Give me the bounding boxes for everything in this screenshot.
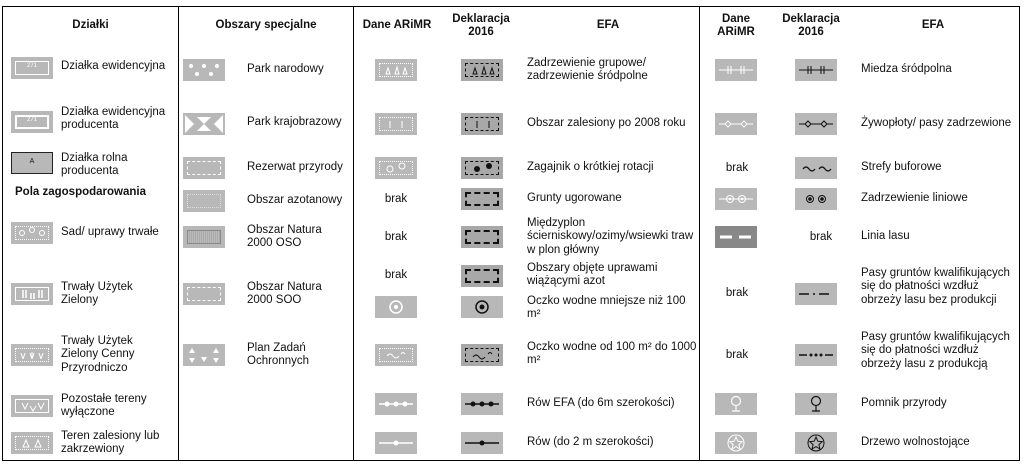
nitrate-area-label: Obszar azotanowy [247, 194, 343, 207]
natura-oso-icon [183, 226, 225, 248]
excluded-area-icon [11, 395, 53, 417]
efa-forest-edge-production-label: Pasy gruntów kwalifikujących się do płatności wzdłuż obrzeży lasu z produkcją [861, 330, 1010, 370]
nature-monument-declaration-icon [795, 393, 837, 415]
natura-soo-label: Obszar Natura 2000 SOO [247, 280, 322, 306]
efa-hedge-label: Żywopłoty/ pasy zadrzewione [861, 117, 1012, 130]
efa-group-trees-label: Zadrzewienie grupowe/ zadrzewienie śródpolne [527, 56, 648, 82]
catch-crop-declaration-icon [461, 226, 503, 248]
producer-parcel-label: Działka ewidencyjna producenta [61, 105, 166, 131]
efa-catch-crop-label: Międzyplon ścierniskowy/ozimy/wsiewki traw w plon główny [527, 216, 694, 256]
small-pond-declaration-icon [461, 296, 503, 318]
header-obszary: Obszary specjalne [215, 19, 317, 31]
brak-text: brak [384, 193, 408, 205]
header-efa-2: EFA [921, 19, 945, 31]
column-divider [353, 7, 354, 460]
header-efa: EFA [596, 19, 620, 31]
fallow-declaration-icon [461, 188, 503, 210]
parcel-icon: 271 [11, 57, 53, 79]
afforested-arimr-icon [375, 113, 417, 135]
natura-soo-icon [183, 283, 225, 305]
valuable-grassland-icon [11, 344, 53, 366]
pond-arimr-icon [375, 344, 417, 366]
efa-fallow-label: Grunty ugorowane [527, 192, 622, 205]
brak-text: brak [384, 269, 408, 281]
efa-buffer-strip-label: Strefy buforowe [861, 161, 942, 174]
efa-ditch-arimr-icon [375, 393, 417, 415]
afforested-declaration-icon [461, 113, 503, 135]
header-dane-arimr-2: Dane ARiMR [717, 13, 755, 38]
producer-parcel-icon: 271 [11, 111, 53, 133]
header-dane-arimr: Dane ARiMR [362, 19, 432, 31]
column-divider [178, 7, 179, 460]
header-deklaracja-2: Deklaracja 2016 [782, 13, 840, 38]
efa-afforested-label: Obszar zalesiony po 2008 roku [527, 117, 686, 130]
orchard-label: Sad/ uprawy trwałe [61, 226, 159, 239]
balk-declaration-icon [795, 59, 837, 81]
group-trees-arimr-icon [375, 59, 417, 81]
brak-text: brak [725, 162, 749, 174]
grassland-icon [11, 283, 53, 305]
efa-linear-trees-label: Zadrzewienie liniowe [861, 192, 968, 205]
ditch-label: Rów (do 2 m szerokości) [527, 436, 654, 449]
linear-trees-arimr-icon [715, 188, 757, 210]
brak-text: brak [809, 231, 833, 243]
balk-arimr-icon [715, 59, 757, 81]
agricultural-parcel-label: Działka rolna producenta [61, 151, 128, 177]
efa-ditch-label: Rów EFA (do 6m szerokości) [527, 397, 675, 410]
efa-forest-line-label: Linia lasu [861, 230, 910, 243]
header-deklaracja: Deklaracja 2016 [452, 13, 510, 38]
short-rotation-arimr-icon [375, 157, 417, 179]
landscape-park-icon [183, 113, 225, 135]
nature-reserve-icon [183, 157, 225, 179]
small-pond-arimr-icon [375, 296, 417, 318]
orchard-icon [11, 222, 53, 244]
efa-pond-label: Oczko wodne od 100 m² do 1000 m² [527, 340, 697, 366]
ditch-arimr-icon [375, 432, 417, 454]
efa-nitrogen-fixing-label: Obszary objęte uprawami wiążącymi azot [527, 261, 658, 287]
linear-trees-declaration-icon [795, 188, 837, 210]
landscape-park-label: Park krajobrazowy [247, 116, 342, 129]
header-dzialki: Działki [72, 19, 109, 31]
column-divider [699, 7, 700, 460]
forest-edge-production-declaration-icon [795, 344, 837, 366]
efa-nature-monument-label: Pomnik przyrody [861, 397, 947, 410]
national-park-icon [183, 59, 225, 81]
efa-forest-edge-no-production-label: Pasy gruntów kwalifikujących się do płatności wzdłuż obrzeży lasu bez produkcji [861, 266, 1010, 306]
forested-area-label: Teren zalesiony lub zakrzewiony [61, 429, 160, 455]
efa-ditch-declaration-icon [461, 393, 503, 415]
protection-plan-label: Plan Zadań Ochronnych [247, 341, 310, 367]
forested-area-icon [11, 432, 53, 454]
natura-oso-label: Obszar Natura 2000 OSO [247, 223, 322, 249]
forest-edge-no-production-declaration-icon [795, 283, 837, 305]
agricultural-parcel-icon: A [11, 152, 53, 174]
protection-plan-icon [183, 344, 225, 366]
pond-declaration-icon [461, 344, 503, 366]
efa-short-rotation-label: Zagajnik o krótkiej rotacji [527, 161, 654, 174]
brak-text: brak [725, 349, 749, 361]
efa-balk-label: Miedza śródpolna [861, 63, 952, 76]
short-rotation-declaration-icon [461, 157, 503, 179]
nature-reserve-label: Rezerwat przyrody [247, 161, 343, 174]
nature-monument-arimr-icon [715, 393, 757, 415]
buffer-strip-declaration-icon [795, 157, 837, 179]
pola-title: Pola zagospodarowania [15, 186, 146, 199]
ditch-declaration-icon [461, 432, 503, 454]
excluded-area-label: Pozostałe tereny wyłączone [61, 392, 147, 418]
efa-small-pond-label: Oczko wodne mniejsze niż 100 m² [527, 294, 686, 320]
legend-table [2, 6, 1020, 461]
forest-line-arimr-icon [715, 226, 757, 248]
national-park-label: Park narodowy [247, 63, 324, 76]
hedge-declaration-icon [795, 113, 837, 135]
nitrogen-fixing-declaration-icon [461, 265, 503, 287]
brak-text: brak [725, 287, 749, 299]
solitary-tree-arimr-icon [715, 432, 757, 454]
nitrate-area-icon [183, 190, 225, 212]
parcel-label: Działka ewidencyjna [61, 60, 166, 73]
solitary-tree-declaration-icon [795, 432, 837, 454]
brak-text: brak [384, 231, 408, 243]
valuable-grassland-label: Trwały Użytek Zielony Cenny Przyrodniczo [61, 334, 135, 374]
grassland-label: Trwały Użytek Zielony [61, 280, 133, 306]
group-trees-declaration-icon [461, 59, 503, 81]
hedge-arimr-icon [715, 113, 757, 135]
efa-solitary-tree-label: Drzewo wolnostojące [861, 436, 970, 449]
